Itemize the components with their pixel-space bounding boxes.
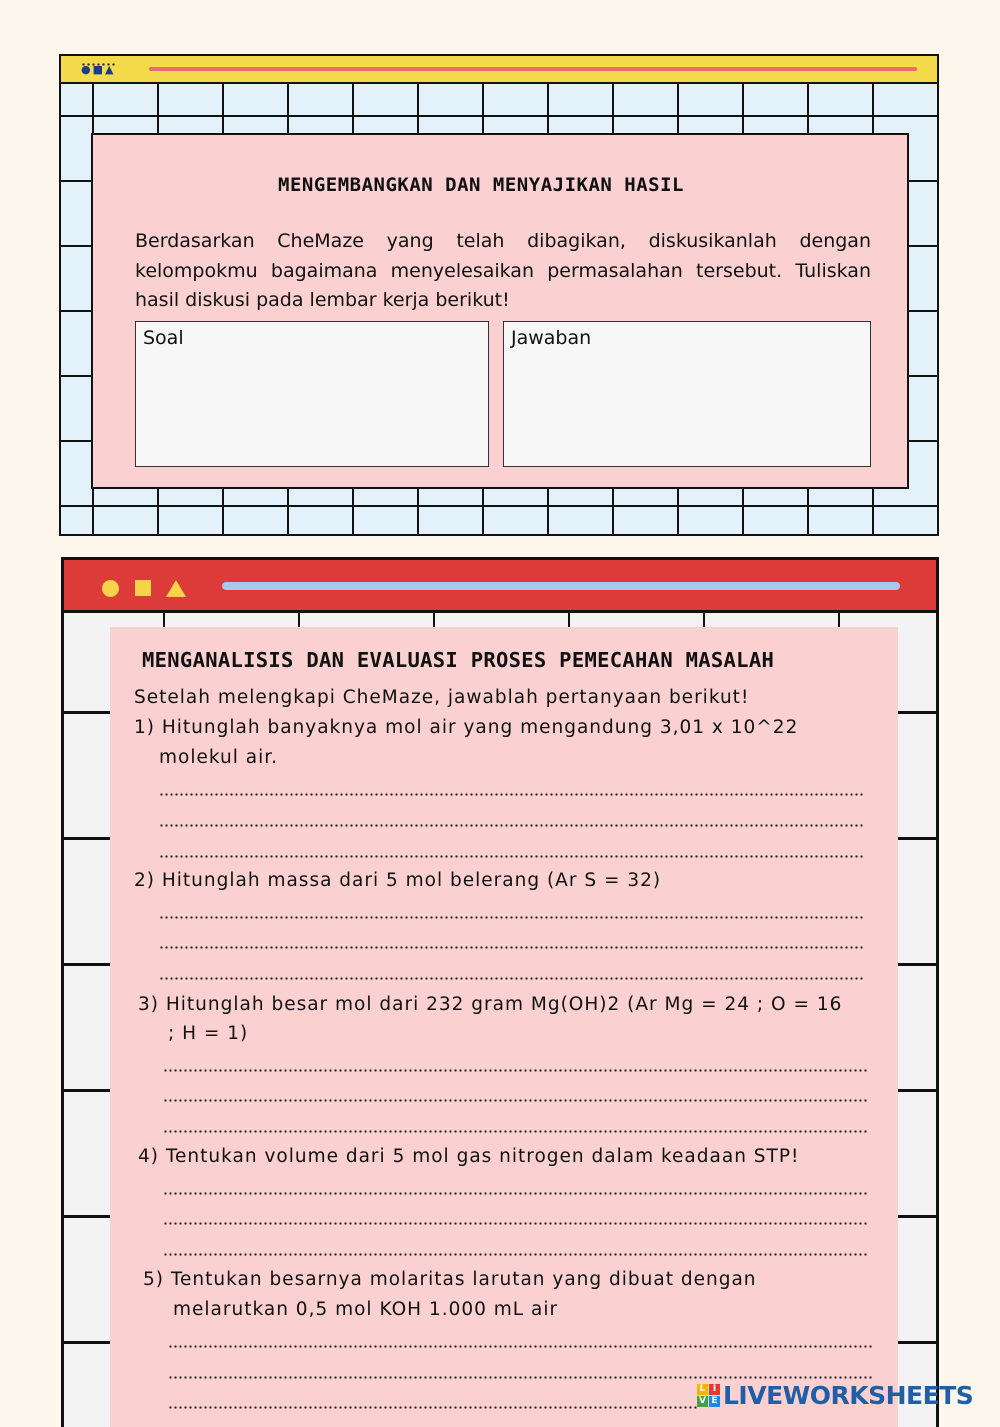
- intro-text: Setelah melengkapi CheMaze, jawablah pertanyaan berikut!: [134, 687, 750, 708]
- top-window-titlebar: [61, 56, 937, 84]
- instruction-text: Berdasarkan CheMaze yang telah dibagikan, diskusikanlah dengan kelompokmu bagaimana menyelesaikan permasalahan tersebut. Tuliskan hasil diskusi pada lembar kerja berikut!: [135, 230, 871, 311]
- question-1-cont: molekul air.: [159, 747, 279, 768]
- liveworksheets-logo[interactable]: [697, 1378, 973, 1412]
- liveworksheets-text: LIVEWORKSHEETS: [723, 1380, 974, 1410]
- circle-icon: [102, 580, 119, 597]
- question-1: 1) Hitunglah banyaknya mol air yang mengandung 3,01 x 10^22: [134, 717, 799, 738]
- answer-line-q3-2[interactable]: [163, 1099, 869, 1102]
- answer-line-q4-2[interactable]: [163, 1222, 869, 1225]
- question-2: 2) Hitunglah massa dari 5 mol belerang (Ar S = 32): [134, 870, 662, 891]
- answer-line-q1-1[interactable]: [159, 793, 865, 796]
- question-3: 3) Hitunglah besar mol dari 232 gram Mg(OH)2 (Ar Mg = 24 ; O = 16: [138, 994, 843, 1015]
- answer-line-q4-1[interactable]: [163, 1192, 869, 1195]
- jawaban-box[interactable]: [503, 321, 871, 467]
- soal-box[interactable]: [135, 321, 489, 467]
- triangle-icon: [166, 580, 186, 597]
- question-5-cont: melarutkan 0,5 mol KOH 1.000 mL air: [173, 1299, 559, 1320]
- answer-line-q3-3[interactable]: [163, 1130, 869, 1133]
- titlebar-line: [222, 582, 900, 590]
- soal-label: Soal: [143, 327, 184, 349]
- answer-line-q4-3[interactable]: [163, 1253, 869, 1256]
- answer-line-q1-3[interactable]: [159, 855, 865, 858]
- jawaban-label: Jawaban: [511, 327, 592, 349]
- answer-line-q3-1[interactable]: [163, 1069, 869, 1072]
- section2-title: MENGANALISIS DAN EVALUASI PROSES PEMECAHAN MASALAH: [142, 648, 775, 672]
- answer-line-q5-3[interactable]: [168, 1406, 698, 1409]
- square-icon: [135, 580, 151, 596]
- section1-title: MENGEMBANGKAN DAN MENYAJIKAN HASIL: [278, 174, 684, 196]
- answer-line-q2-3[interactable]: [159, 977, 865, 980]
- answer-line-q2-1[interactable]: [159, 916, 865, 919]
- titlebar-line: [149, 67, 917, 71]
- question-4: 4) Tentukan volume dari 5 mol gas nitrogen dalam keadaan STP!: [138, 1146, 800, 1167]
- window-controls-icon: ●■▲: [81, 63, 116, 76]
- answer-line-q5-1[interactable]: [168, 1345, 872, 1348]
- answer-line-q1-2[interactable]: [159, 824, 865, 827]
- bottom-window-titlebar: [64, 560, 936, 613]
- question-3-cont: ; H = 1): [168, 1023, 249, 1044]
- answer-line-q2-2[interactable]: [159, 946, 865, 949]
- question-5: 5) Tentukan besarnya molaritas larutan yang dibuat dengan: [143, 1269, 757, 1290]
- liveworksheets-mark-icon: L I V E: [697, 1384, 720, 1407]
